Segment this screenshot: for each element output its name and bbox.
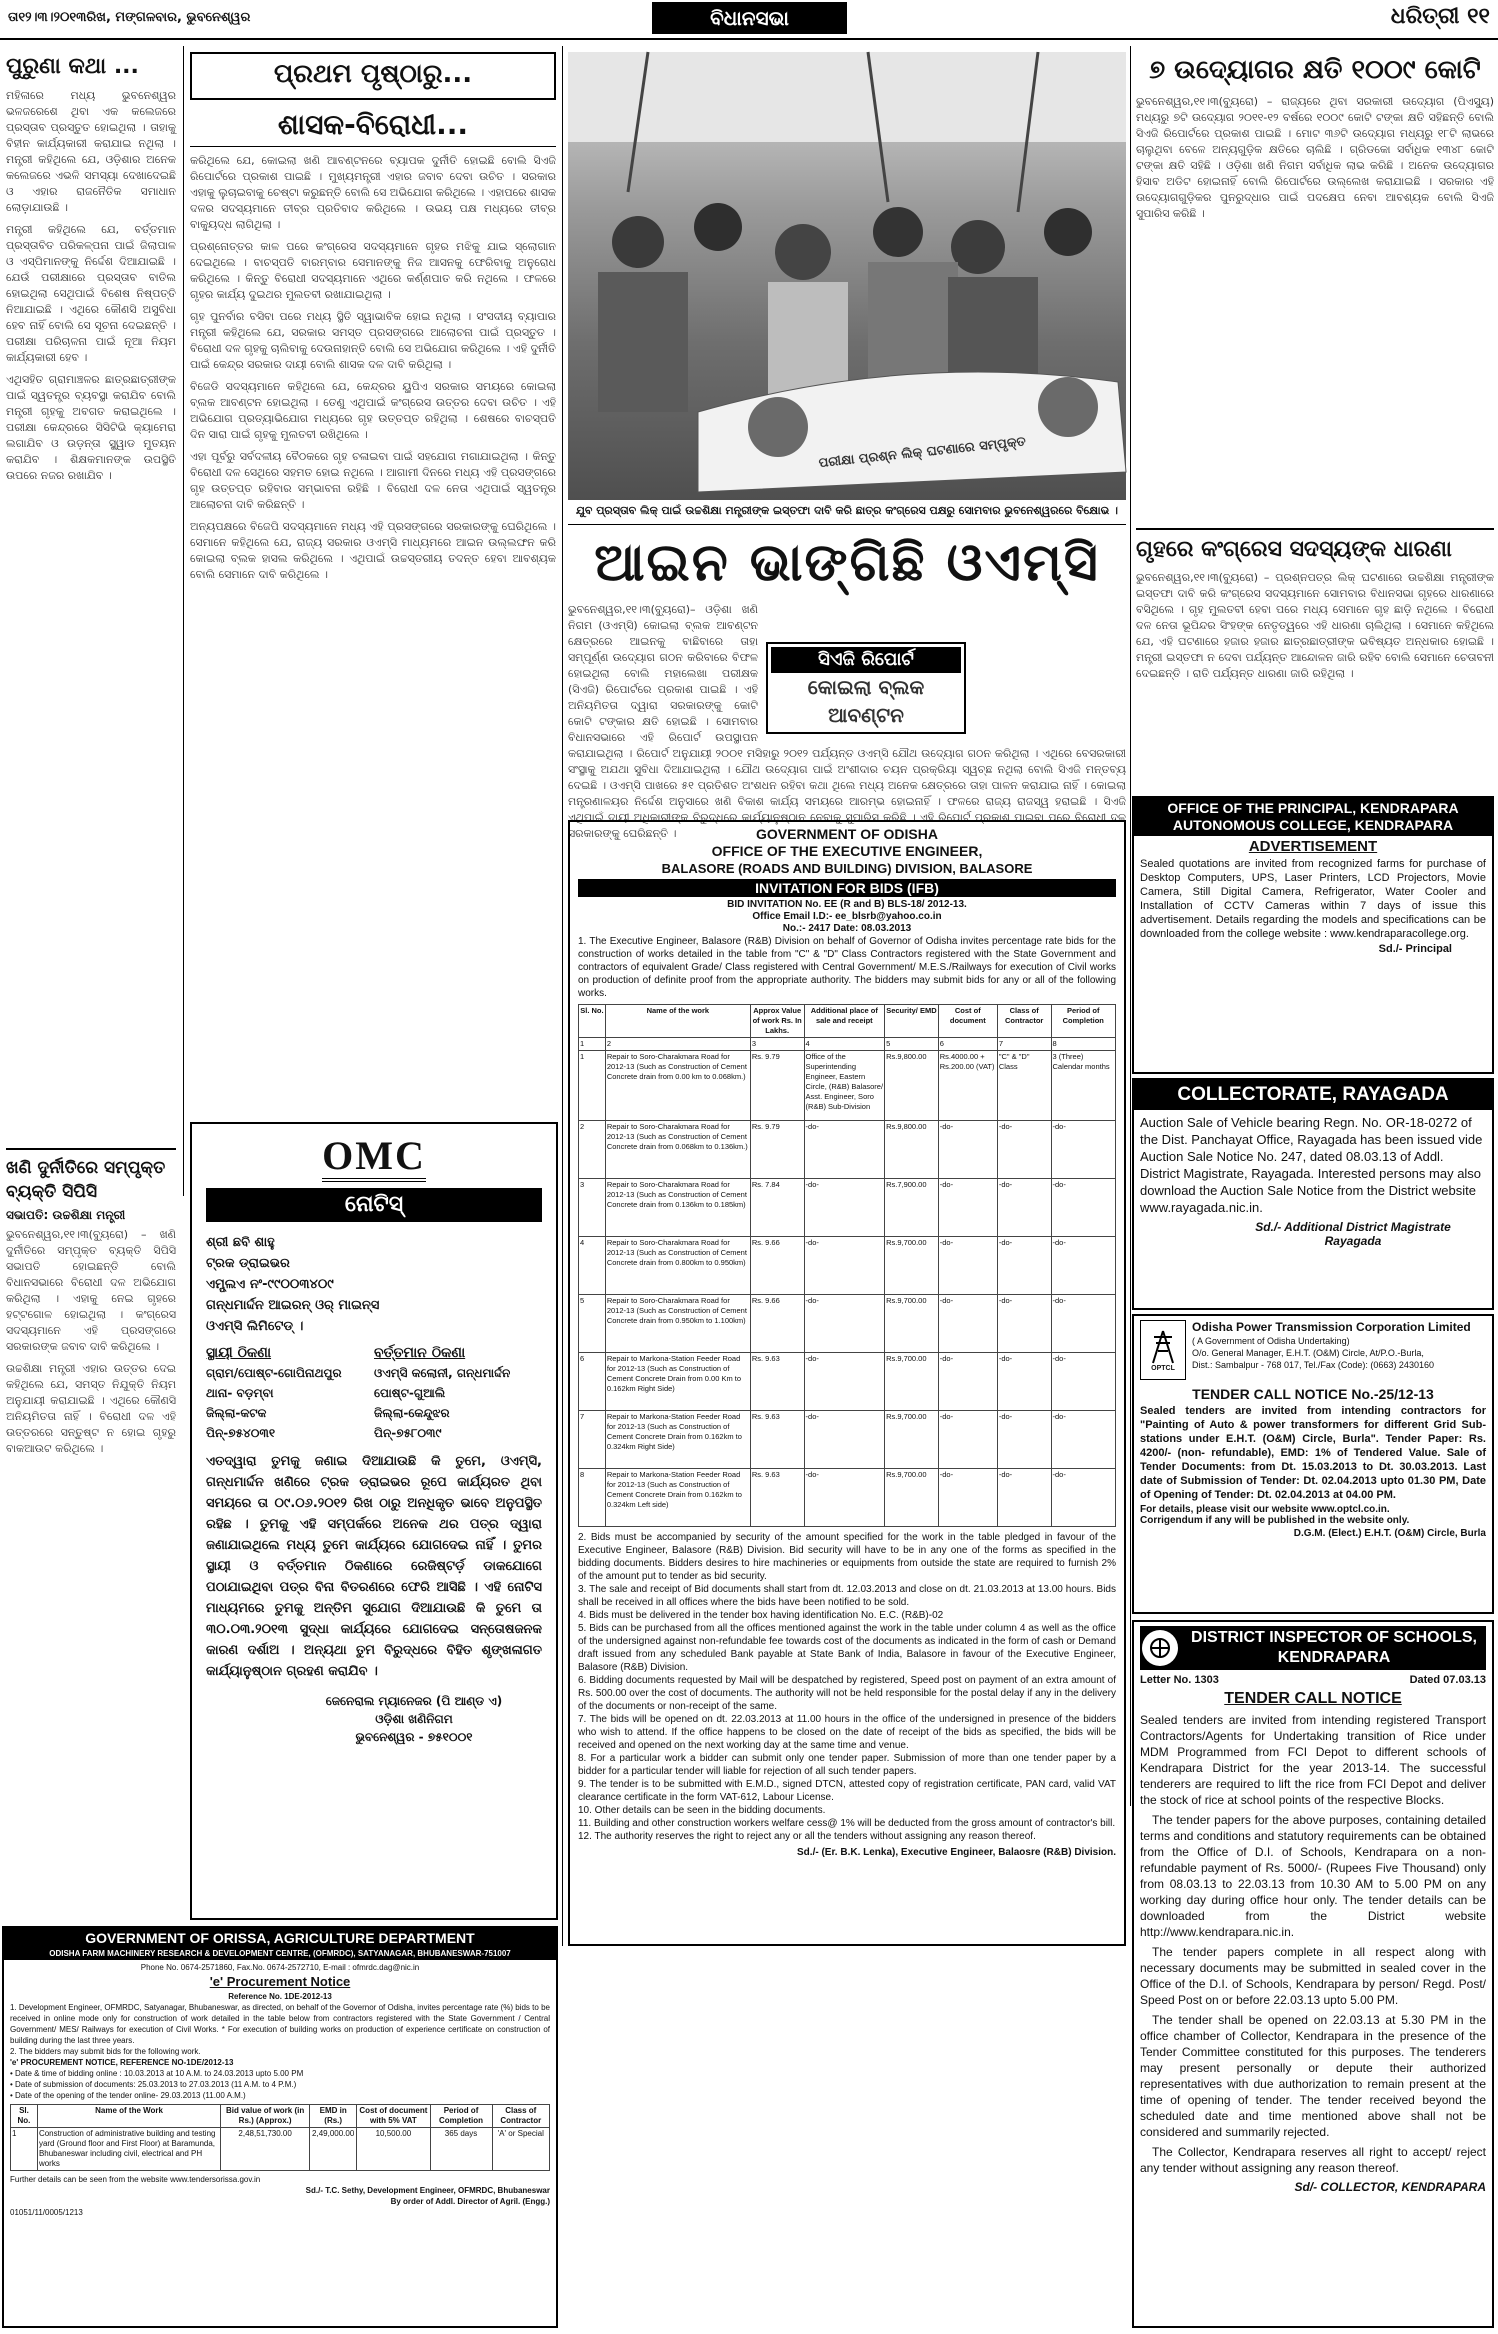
agri-col: Name of the Work xyxy=(37,2105,220,2128)
ifb-col: Class of Contractor xyxy=(997,1005,1051,1038)
col2-para: କରିଥିଲେ ଯେ, କୋଇଲା ଖଣି ଆବଣ୍ଟନରେ ବ୍ୟାପକ ଦୁର୍ନୀତି ହୋଇଛି ବୋଲି ସିଏଜି ରିପୋର୍ଟରେ ପ୍ରକାଶ ପାଇଛି । ମୁଖ୍ୟମନ୍ତ୍ରୀ ଏହାର ଜବାବ ଦେବା ଉଚିତ । ସରକାର ଏହାକୁ ଲୁଚାଇବାକୁ ଚେଷ୍ଟା କରୁଛନ୍ତି ବୋଲି ସେ ଅଭିଯୋଗ କରିଥିଲେ । ଏହାପରେ ଶାସକ ଦଳର ସଦସ୍ୟମାନେ ତୀବ୍ର ପ୍ରତିବାଦ କରିଥିଲେ । ଉଭୟ ପକ୍ଷ ମଧ୍ୟରେ ତୀବ୍ର ବାକ୍ୟୁଦ୍ଧ ଲାଗିଥିଲା । xyxy=(190,154,556,231)
dis-signature: Sd/- COLLECTOR, KENDRAPARA xyxy=(1294,2180,1486,2194)
agri-title: 'e' Procurement Notice xyxy=(209,1974,351,1989)
agri-contact: Phone No. 0674-2571860, Fax.No. 0674-2572710, E-mail : ofmrdc.dag@nic.in xyxy=(140,1963,420,1972)
ifb-bid-no: BID INVITATION No. EE (R and B) BLS-18/ 2012-13. xyxy=(727,899,967,910)
dis-para: The tender papers complete in all respect along with necessary documents may be submitted in sealed cover in the Office of the D.I. of Schools, Kendrapara by person/ Regd. Post/ Speed Post on or before 22.03.13 upto 5.00 PM. xyxy=(1140,1945,1486,2007)
photo-caption: ଯୁବ ପ୍ରସ୍ତାବ ଲିକ୍ ପାଇଁ ଉଚ୍ଚଶିକ୍ଷା ମନ୍ତ୍ରୀଙ୍କ ଇସ୍ତଫା ଦାବି କରି ଛାତ୍ର କଂଗ୍ରେସ ପକ୍ଷରୁ ସୋମବାର ଭୁବନେଶ୍ୱରରେ ବିକ୍ଷୋଭ । xyxy=(568,503,1126,525)
col1b-para: ଉଚ୍ଚଶିକ୍ଷା ମନ୍ତ୍ରୀ ଏହାର ଉତ୍ତର ଦେଇ କହିଥିଲେ ଯେ, ସମସ୍ତ ନିଯୁକ୍ତି ନିୟମ ଅନୁଯାୟୀ କରାଯାଇଛି । ଏଥିରେ କୌଣସି ଅନିୟମିତତା ନାହିଁ । ବିରୋଧୀ ଦଳ ଏହି ଉତ୍ତରରେ ସନ୍ତୁଷ୍ଟ ନ ହୋଇ ଗୃହରୁ ବାକଆଉଟ କରିଥିଲେ । xyxy=(6,1362,176,1455)
tower-icon xyxy=(1148,1329,1178,1365)
dis-para: Sealed tenders are invited from intending registered Transport Contractors/Agents for Undertaking transition of Rice under MDM Programmed from FCI Depot to different schools of Kendrapara District for the year 2013-14. The successful tenderers are required to lift the rice from FCI Depot and deliver the stock of rice at school points of the respective Blocks. xyxy=(1140,1713,1486,1807)
ifb-title: INVITATION FOR BIDS (IFB) xyxy=(578,879,1116,897)
table-row: 5 Repair to Soro-Charakmara Road for 2012-13 (Such as Construction of Cement Concrete drain from 0.950km to 1.100km) Rs. 9.66 -do- Rs.9,700.00 -do- -do- -do- xyxy=(579,1295,1116,1353)
omc-body: ଏତଦ୍ୱାରା ତୁମକୁ ଜଣାଇ ଦିଆଯାଉଛି କି ତୁମେ, ଓଏମ୍ସି, ଗନ୍ଧମାର୍ଦ୍ଦନ ଖଣିରେ ଟ୍ରକ ଡ୍ରାଇଭର ରୂପେ କାର୍ଯ୍ୟରତ ଥିବା ସମୟରେ ତା ୦୯.୦୬.୨୦୧୨ ରିଖ ଠାରୁ ଅନଧିକୃତ ଭାବେ ଅନୁପସ୍ଥିତ ରହିଛ । ତୁମକୁ ଏହି ସମ୍ପର୍କରେ ଅନେକ ଥର ପତ୍ର ଦ୍ୱାରା ଜଣାଯାଇଥିଲେ ମଧ୍ୟ ତୁମେ କାର୍ଯ୍ୟରେ ଯୋଗଦେଇ ନାହିଁ । ତୁମର ସ୍ଥାୟୀ ଓ ବର୍ତ୍ତମାନ ଠିକଣାରେ ରେଜିଷ୍ଟର୍ଡ଼ ଡାକଯୋଗେ ପଠାଯାଇଥିବା ପତ୍ର ବିନା ବିତରଣରେ ଫେରି ଆସିଛି । ଏହି ନୋଟିସ ମାଧ୍ୟମରେ ତୁମକୁ ଅନ୍ତିମ ସୁଯୋଗ ଦିଆଯାଉଛି କି ତୁମେ ତା ୩୦.୦୩.୨୦୧୩ ସୁଦ୍ଧା କାର୍ଯ୍ୟରେ ଯୋଗଦେଇ ସନ୍ତୋଷଜନକ କାରଣ ଦର୍ଶାଅ । ଅନ୍ୟଥା ତୁମ ବିରୁଦ୍ଧରେ ବିହିତ ଶୃଙ୍ଖଳାଗତ କାର୍ଯ୍ୟାନୁଷ୍ଠାନ ଗ୍ରହଣ କରାଯିବ । xyxy=(206,1454,542,1679)
col5b-headline: ଗୃହରେ କଂଗ୍ରେସ ସଦସ୍ୟଙ୍କ ଧାରଣା xyxy=(1136,537,1452,562)
collectorate-body: Auction Sale of Vehicle bearing Regn. No. OR-18-0272 of the Dist. Panchayat Office, Rayagada has been issued vide Auction Sale Notice No. 247, dated 08.03.13 of Addl. District Magistrate, Rayagada. Interested persons may also download the Auction Sale Notice from the District website www.rayagada.nic.in. xyxy=(1140,1115,1483,1215)
ifb-division: BALASORE (ROADS AND BUILDING) DIVISION, BALASORE xyxy=(661,861,1033,876)
dis-date: Dated 07.03.13 xyxy=(1409,1674,1486,1686)
ifb-col: Additional place of sale and receipt xyxy=(804,1005,885,1038)
dis-para: The tender papers for the above purposes, containing detailed terms and conditions and statutory requirements can be obtained from the Office of D.I. of Schools, Kendrapara on a non-refundable payment of Rs. 5000/- (Rupees Five Thousand) only from 08.03.13 to 22.03.13 from 10.30 AM to 5.00 PM on any working day during office hour only. The tender details can be downloaded from the District website http://www.kendrapara.nic.in. xyxy=(1140,1813,1486,1939)
agri-body: 1. Development Engineer, OFMRDC, Satyanagar, Bhubaneswar, as directed, on behalf of the Governor of Odisha, invites percentage rate (%) bids to be received in online mode only for construction of work detailed in the table below from contractors registered with the State Government / Central Government/ MES/ Railways for execution of Civil Works. * For execution of building works on production of experience certificate on construction of building during the last three years. 2. The bidders may submit bids for the following work. xyxy=(10,2003,550,2056)
col1b-para: ଭୁବନେଶ୍ୱର,୧୧।୩(ବ୍ୟୁରୋ) – ଖଣି ଦୁର୍ନୀତିରେ ସମ୍ପୃକ୍ତ ବ୍ୟକ୍ତି ସିପିସି ସଭାପତି ହୋଇଛନ୍ତି ବୋଲି ବିଧାନସଭାରେ ବିରୋଧୀ ଦଳ ଅଭିଯୋଗ କରିଥିଲା । ଏହାକୁ ନେଇ ଗୃହରେ ହଟ୍ଟଗୋଳ ହୋଇଥିଲା । କଂଗ୍ରେସ ସଦସ୍ୟମାନେ ଏହି ପ୍ରସଙ୍ଗରେ ସରକାରଙ୍କ ଜବାବ ଦାବି କରିଥିଲେ । xyxy=(6,1228,176,1353)
ifb-office: OFFICE OF THE EXECUTIVE ENGINEER, xyxy=(711,843,983,859)
collectorate-heading: COLLECTORATE, RAYAGADA xyxy=(1134,1080,1492,1110)
main-headline: ଆଇନ ଭାଙ୍ଗିଛି ଓଏମ୍ସି xyxy=(594,533,1100,593)
section-label: ବିଧାନସଭା xyxy=(652,2,847,34)
ifb-point: 8. For a particular work a bidder can submit only one tender paper. Submission of more than one tender paper by a bidder for a particular tender will liable for rejection of all such tender papers. xyxy=(578,1753,1116,1777)
ifb-col: Sl. No. xyxy=(579,1005,606,1038)
dis-heading: DISTRICT INSPECTOR OF SCHOOLS, KENDRAPARA xyxy=(1191,1629,1477,1666)
coal-inset xyxy=(766,642,966,734)
agri-dept: GOVERNMENT OF ORISSA, AGRICULTURE DEPARTMENT xyxy=(4,1928,556,1948)
front-page-kicker: ପ୍ରଥମ ପୃଷ୍ଠାରୁ... xyxy=(190,52,556,100)
principal-signature: Sd./- Principal xyxy=(1378,943,1452,955)
table-row: 3 Repair to Soro-Charakmara Road for 2012-13 (Such as Construction of Cement Concrete drain from 0.136km to 0.185km) Rs. 7.84 -do- Rs.7,900.00 -do- -do- -do- xyxy=(579,1179,1116,1237)
omc-perm-addr: ଗ୍ରାମ/ପୋଷ୍ଟ-ଗୋପିନାଥପୁର ଥାନା- ବଡ଼ମ୍ବା ଜିଲ୍ଲା-କଟକ ପିନ୍-୭୫୪୦୩୧ xyxy=(206,1366,342,1440)
ifb-point: 11. Building and other construction workers welfare cess@ 1% will be deducted from the gross amount of contractor's bill. xyxy=(578,1818,1116,1829)
omc-notice xyxy=(190,1122,558,1920)
agri-col: Bid value of work (in Rs.) (Approx.) xyxy=(221,2105,310,2128)
col2-article xyxy=(190,52,556,1117)
masthead-date: ତା୧୨।୩।୨୦୧୩ରିଖ, ମଙ୍ଗଳବାର, ଭୁବନେଶ୍ୱର xyxy=(8,10,251,25)
ifb-point: 9. The tender is to be submitted with E.M.D., signed DTCN, attested copy of registration certificate, PAN card, valid VAT clearance certificate in the form VAT-612, Labour License. xyxy=(578,1779,1116,1803)
omc-title: ନୋଟିସ୍ xyxy=(206,1188,542,1222)
omc-present-head: ବର୍ତ୍ତମାନ ଠିକଣା xyxy=(374,1345,466,1361)
ifb-point: 5. Bids can be purchased from all the offices mentioned against the work in the table under column 4 as well as the office of the undersigned against non-refundable fee towards cost of the documents as indicated in the form of cash or Demand draft issued from any scheduled Bank payable at State Bank of India, Balasore in favour of the Executive Engineer, Balasore (R&B) Division. xyxy=(578,1623,1116,1673)
agri-centre: ODISHA FARM MACHINERY RESEARCH & DEVELOPMENT CENTRE, (OFMRDC), SATYANAGAR, BHUBANESWAR-751007 xyxy=(4,1948,556,1960)
ifb-col: Approx Value of work Rs. In Lakhs. xyxy=(750,1005,804,1038)
col1-para: ମନ୍ତ୍ରୀ କହିଥିଲେ ଯେ, ବର୍ତ୍ତମାନ ପ୍ରସ୍ତାବିତ ପରିକଳ୍ପନା ପାଇଁ ଜିଲାପାଳ ଓ ଏସ୍ପିମାନଙ୍କୁ ନିର୍ଦ୍ଦେଶ ଦିଆଯାଇଛି । ଯେଉଁ ପରୀକ୍ଷାରେ ପ୍ରସ୍ତାବ ବାତିଲ ହୋଇଥିଲା ସେଥିପାଇଁ ବିଶେଷ ନିଷ୍ପତ୍ତି ନିଆଯାଇଛି । ଏଥିରେ କୌଣସି ଅସୁବିଧା ହେବ ନାହିଁ ବୋଲି ସେ ସୂଚନା ଦେଇଛନ୍ତି । ପରୀକ୍ଷା ପରିଚାଳନା ପାଇଁ ନୂଆ ନିୟମ କାର୍ଯ୍ୟକାରୀ ହେବ । xyxy=(6,223,176,364)
ifb-govt: GOVERNMENT OF ODISHA xyxy=(755,826,938,842)
agri-col: EMD in (Rs.) xyxy=(310,2105,357,2128)
optcl-address: Dist.: Sambalpur - 768 017, Tel./Fax (Code): (0663) 2430160 xyxy=(1192,1360,1434,1370)
agri-col: Sl. No. xyxy=(11,2105,38,2128)
optcl-body: Sealed tenders are invited from intending contractors for "Painting of Auto & power transformers for different Grid Sub-stations under E.H.T. (O&M) Circle, Burla". Tender Paper: Rs. 4200/- (non- refundable), EMD: 1% of Tendered Value. Sale of Tender Documents: from Dt. 15.03.2013 to Dt. 30.03.2013. Last date of Submission of Tender: Dt. 02.04.2013 upto 01.30 PM, Date of Opening of Tender: Dt. 02.04.2013 at 04.00 PM. xyxy=(1140,1405,1486,1501)
optcl-signature: D.G.M. (Elect.) E.H.T. (O&M) Circle, Burla xyxy=(1293,1528,1486,1539)
protest-photo xyxy=(568,52,1126,500)
optcl-ad xyxy=(1132,1314,1494,1614)
omc-address: ଶ୍ରୀ ଛବି ଶାହୁ ଟ୍ରକ ଡ୍ରାଇଭର ଏମ୍ପ୍ଲଏ ନଂ-୯୯୦୦୩୪୦୯ ଗନ୍ଧମାର୍ଦ୍ଦନ ଆଇରନ୍ ଓର୍ ମାଇନ୍ସ ଓଏମ୍ସି ଲିମିଟେଡ୍ । xyxy=(206,1235,380,1334)
optcl-logo: OPTCL xyxy=(1140,1320,1186,1380)
collectorate-signature: Sd./- Additional District Magistrate Rayagada xyxy=(1255,1220,1451,1248)
optcl-title: TENDER CALL NOTICE No.-25/12-13 xyxy=(1192,1386,1434,1402)
ifb-point: 12. The authority reserves the right to reject any or all the tenders without assigning any reason thereof. xyxy=(578,1831,1036,1842)
ifb-col: Security/ EMD xyxy=(885,1005,939,1038)
ifb-signature: Sd./- (Er. B.K. Lenka), Executive Engineer, Balaosre (R&B) Division. xyxy=(797,1847,1116,1858)
col1b-article xyxy=(6,1148,176,1938)
col5b-article xyxy=(1136,528,1494,790)
col1-article xyxy=(6,52,176,1142)
col2-para: ଗୃହ ପୁନର୍ବାର ବସିବା ପରେ ମଧ୍ୟ ସ୍ଥିତି ସ୍ୱାଭାବିକ ହୋଇ ନଥିଲା । ସଂସଦୀୟ ବ୍ୟାପାର ମନ୍ତ୍ରୀ କହିଥିଲେ ଯେ, ସରକାର ସମସ୍ତ ପ୍ରସଙ୍ଗରେ ଆଲୋଚନା ପାଇଁ ପ୍ରସ୍ତୁତ । ବିରୋଧୀ ଦଳ ଗୃହକୁ ଚାଲିବାକୁ ଦେଉନାହାନ୍ତି ବୋଲି ସେ ଅଭିଯୋଗ କରିଥିଲେ । ଏହି ଦୁର୍ନୀତି ପାଇଁ କେନ୍ଦ୍ର ସରକାର ଦାୟୀ ବୋଲି ଶାସକ ଦଳ ଦାବି କରିଥିଲା । xyxy=(190,310,556,371)
ifb-point: 2. Bids must be accompanied by security of the amount specified for the work in the table pledged in favour of the Executive Engineer, Balasore (R&B) Division. Bid security will have to be in any one of the forms as specified in the bidding documents. Bidders desires to hire machineries or equipments from outside the state are required to furnish 2% of the amount put to tender as bid security. xyxy=(578,1532,1116,1582)
col2-headline: ଶାସକ-ବିରୋଧୀ... xyxy=(190,104,556,147)
dis-para: The tender shall be opened on 22.03.13 at 5.30 PM in the office chamber of Collector, Kendrapara in the presence of the Tender Committee constituted for this purposes. The tenderers may present personally or depute their authorized representatives with due authorization to remain present at the time of opening of tender. The tender received beyond the scheduled date and time mentioned above shall not be considered and summarily rejected. xyxy=(1140,2013,1486,2139)
dis-letter: Letter No. 1303 xyxy=(1140,1674,1219,1686)
agri-notice xyxy=(2,1926,558,2328)
ifb-point: 3. The sale and receipt of Bid documents shall start from dt. 12.03.2013 and close on dt. 21.03.2013 at 13.00 hours. Bids shall be received in all offices where the bids have been notified to be sold. xyxy=(578,1584,1116,1608)
ifb-notice xyxy=(568,820,1126,1946)
agri-col: Cost of document with 5% VAT xyxy=(357,2105,430,2128)
principal-body: Sealed quotations are invited from recognized farms for purchase of Desktop Computers, UPS, Laser Printers, LCD Projectors, Movie Camera, Still Digital Camera, Refrigerator, Water Cooler and Installation of CCTV Cameras within 7 days of issue this advertisement. Details regarding the models and specifications can be downloaded from the college website : www.kendraparacollege.org. xyxy=(1140,858,1486,940)
agri-footer: Further details can be seen from the website www.tendersorissa.gov.in xyxy=(10,2175,261,2184)
col5-article xyxy=(1136,52,1494,522)
ifb-point: 4. Bids must be delivered in the tender box having identification No. E.C. (R&B)-02 xyxy=(578,1610,944,1621)
ifb-point: 6. Bidding documents requested by Mail will be despatched by registered, Speed post on payment of an extra amount of Rs. 500.00 over the cost of documents. The authority will not be held responsible for the postal delay if any in the delivery of the documents or non-receipt of the same. xyxy=(578,1675,1116,1712)
page-number: ଧରିତ୍ରୀ ୧୧ xyxy=(1390,4,1490,29)
col1-headline: ପୁରୁଣା କଥା ... xyxy=(6,54,139,79)
omc-perm-head: ସ୍ଥାୟୀ ଠିକଣା xyxy=(206,1345,272,1361)
agri-date-item: • Date of the opening of the tender online- 29.03.2013 (11.00 A.M.) xyxy=(10,2091,246,2100)
ifb-point: 10. Other details can be seen in the bidding documents. xyxy=(578,1805,826,1816)
ifb-table: Sl. No. Name of the work Approx Value of work Rs. In Lakhs. Additional place of sale and receipt Security/ EMD Cost of document Class of Contractor Period of Completion 1 2 3 4 5 6 7 8 1 Repair to Soro-Charakmara Road for 2012-13 (Such as Construction of Cement Concrete drain from 0.00 km to 0.068km.) Rs. 9.79 Office of the Superintending Engineer, Eastern Circle, (R&B) Balasore/ Asst. Engineer, Soro (R&B) Sub-Division Rs.9,800.00 Rs.4000.00 + Rs.200.00 (VAT) "C" & "D" Class 3 (Three) Calendar months 2 Repair to Soro-Charakmara Road for 2012-13 (Such as Construction of Cement Concrete drain from 0.068km to 0.136km.) Rs. 9.79 -do- Rs.9,800.00 -do- -do- -do- 3 Repair to Soro-Charakmara Road for 2012-13 (Such as Construction of Cement Concrete drain from 0.136km to 0.185km) Rs. 7.84 -do- Rs.7,900.00 -do- -do- -do- 4 Repair to Soro-Charakmara Road for 2012-13 (Such as Construction of Cement Concrete drain from 0.800km to 0.950km) Rs. 9.66 -do- Rs.9,700.00 -do- -do- -do- 5 Repair to Soro-Charakmara Road for 2012-13 (Such as Construction of Cement Concrete drain from 0.950km to 1.100km) Rs. 9.66 -do- Rs.9,700.00 -do- -do- -do- 6 Repair to Markona-Station Feeder Road for 2012-13 (Such as Construction of Cement Concrete Drain from 0.00 Km to 0.162km Right Side) Rs. 9.63 -do- Rs.9,700.00 -do- -do- -do- 7 Repair to Markona-Station Feeder Road for 2012-13 (Such as Construction of Cement Concrete Drain from 0.162km to 0.324km Right Side) Rs. 9.63 -do- Rs.9,700.00 -do- -do- -do- 8 Repair to Markona-Station Feeder Road for 2012-13 (Such as Construction of Cement Concrete Drain from 0.162km to 0.324km Left side) Rs. 9.63 -do- Rs.9,700.00 -do- -do- -do- xyxy=(578,1004,1116,1527)
principal-title: ADVERTISEMENT xyxy=(1248,838,1378,855)
col5-headline: ୭ ଉଦ୍ୟୋଗର କ୍ଷତି ୧୦୦୯ କୋଟି xyxy=(1149,55,1481,85)
table-row: 2 Repair to Soro-Charakmara Road for 2012-13 (Such as Construction of Cement Concrete drain from 0.068km to 0.136km.) Rs. 9.79 -do- Rs.9,800.00 -do- -do- -do- xyxy=(579,1121,1116,1179)
col1-para: ମହିଳାରେ ମଧ୍ୟ ଭୁବନେଶ୍ୱର ଭଳଜରେଶେ ଥିବା ଏକ କଲେଜରେ ପ୍ରସ୍ତାବ ପ୍ରସ୍ତୁତ ହୋଇଥିଲା । ତାହାକୁ ବିହୀନ କାର୍ଯ୍ୟକାରୀ କରାଯାଇ ନଥିଲା । ମନ୍ତ୍ରୀ କହିଥିଲେ ଯେ, ଓଡ଼ିଶାର ଅନେକ କଲେଜରେ ଏଭଳି ସମସ୍ୟା ଦେଖାଦେଇଛି ଓ ଏହାର ରାଜନୈତିକ ସମାଧାନ ଲୋଡ଼ାଯାଉଛି । xyxy=(6,89,176,214)
optcl-name: Odisha Power Transmission Corporation Limited xyxy=(1192,1320,1471,1334)
col5-body: ଭୁବନେଶ୍ୱର,୧୧।୩(ବ୍ୟୁରୋ) – ରାଜ୍ୟରେ ଥିବା ସରକାରୀ ଉଦ୍ୟୋଗ (ପିଏସ୍ୟୁ) ମଧ୍ୟରୁ ୭ଟି ଉଦ୍ୟୋଗ ୨୦୧୧-୧୨ ବର୍ଷରେ ୧୦୦୯ କୋଟି ଟଙ୍କା କ୍ଷତି ସହିଛନ୍ତି ବୋଲି ସିଏଜି ରିପୋର୍ଟରେ ପ୍ରକାଶ ପାଇଛି । ମୋଟ ୩୬ଟି ଉଦ୍ୟୋଗ ମଧ୍ୟରୁ ୧୮ଟି ଲାଭରେ ଚାଲୁଥିବା ବେଳେ ଅନ୍ୟଗୁଡ଼ିକ କ୍ଷତିରେ ଚାଲିଛି । ଗ୍ରିଡକୋ ସର୍ବାଧିକ ୧୩୪୮ କୋଟି ଟଙ୍କା କ୍ଷତି ସହିଛି । ଓଡ଼ିଶା ଖଣି ନିଗମ ସର୍ବାଧିକ ଲାଭ କରିଛି । ଅନେକ ଉଦ୍ୟୋଗର ହିସାବ ଅଡିଟ ହୋଇନାହିଁ ବୋଲି ରିପୋର୍ଟରେ ଉଲ୍ଲେଖ କରାଯାଇଛି । ସରକାର ଏହି ଉଦ୍ୟୋଗଗୁଡ଼ିକର ପୁନରୁଦ୍ଧାର ପାଇଁ ପଦକ୍ଷେପ ନେବା ଆବଶ୍ୟକ ବୋଲି ସିଏଜି ସୁପାରିସ କରିଛି । xyxy=(1136,95,1494,220)
agri-col: Period of Completion xyxy=(430,2105,492,2128)
dis-title: TENDER CALL NOTICE xyxy=(1224,1690,1402,1707)
table-row: 4 Repair to Soro-Charakmara Road for 2012-13 (Such as Construction of Cement Concrete drain from 0.800km to 0.950km) Rs. 9.66 -do- Rs.9,700.00 -do- -do- -do- xyxy=(579,1237,1116,1295)
table-row: 8 Repair to Markona-Station Feeder Road for 2012-13 (Such as Construction of Cement Concrete Drain from 0.162km to 0.324km Left side) Rs. 9.63 -do- Rs.9,700.00 -do- -do- -do- xyxy=(579,1469,1116,1527)
col2-para: ଏହା ପୂର୍ବରୁ ସର୍ବଦଳୀୟ ବୈଠକରେ ଗୃହ ଚଳାଇବା ପାଇଁ ସହଯୋଗ ମଗାଯାଇଥିଲା । କିନ୍ତୁ ବିରୋଧୀ ଦଳ ସେଥିରେ ସହମତ ହୋଇ ନଥିଲେ । ଆଗାମୀ ଦିନରେ ମଧ୍ୟ ଏହି ପ୍ରସଙ୍ଗରେ ଗୃହ ଉତ୍ତପ୍ତ ରହିବାର ସମ୍ଭାବନା ରହିଛି । ବିରୋଧୀ ଦଳ ନେତା ଏଥିପାଇଁ ସ୍ୱତନ୍ତ୍ର ଆଲୋଚନା ଦାବି କରିଛନ୍ତି । xyxy=(190,450,556,511)
inset-cag: ସିଏଜି ରିପୋର୍ଟ xyxy=(771,647,961,673)
principal-heading: OFFICE OF THE PRINCIPAL, KENDRAPARA AUTONOMOUS COLLEGE, KENDRAPARA xyxy=(1134,798,1492,836)
col1-para: ଏଥିସହିତ ଗ୍ରାମାଞ୍ଚଳର ଛାତ୍ରଛାତ୍ରୀଙ୍କ ପାଇଁ ସ୍ୱତନ୍ତ୍ର ବ୍ୟବସ୍ଥା କରାଯିବ ବୋଲି ମନ୍ତ୍ରୀ ଗୃହକୁ ଅବଗତ କରାଇଥିଲେ । ପରୀକ୍ଷା କେନ୍ଦ୍ରରେ ସିସିଟିଭି କ୍ୟାମେରା ଲଗାଯିବ ଓ ଉଡ଼ନ୍ତା ସ୍କ୍ୱାଡ ମୁତୟନ କରାଯିବ । ଶିକ୍ଷକମାନଙ୍କ ଉପସ୍ଥିତି ଉପରେ ନଜର ରଖାଯିବ । xyxy=(6,373,176,482)
emblem-icon xyxy=(1142,1630,1178,1666)
principal-ad xyxy=(1132,796,1494,1074)
table-row: 7 Repair to Markona-Station Feeder Road for 2012-13 (Such as Construction of Cement Concrete Drain from 0.162km to 0.324km Right Side) Rs. 9.63 -do- Rs.9,700.00 -do- -do- -do- xyxy=(579,1411,1116,1469)
main-body: ଭୁବନେଶ୍ୱର,୧୧।୩(ବ୍ୟୁରୋ)– ଓଡ଼ିଶା ଖଣି ନିଗମ (ଓଏମ୍ସି) କୋଇଲା ବ୍ଲକ ଆବଣ୍ଟନ କ୍ଷେତ୍ରରେ ଆଇନକୁ ବାଛିବାରେ ତାହା ସମ୍ପୂର୍ଣ୍ଣ ଉଦ୍ୟୋଗ ଗଠନ କରିବାରେ ବିଫଳ ହୋଇଥିଲା ବୋଲି ମହାଲେଖା ପରୀକ୍ଷକ (ସିଏଜି) ରିପୋର୍ଟରେ ପ୍ରକାଶ ପାଇଛି । ଏହି ଅନିୟମିତତା ଦ୍ୱାରା ସରକାରଙ୍କୁ କୋଟି କୋଟି ଟଙ୍କାର କ୍ଷତି ହୋଇଛି । ସୋମବାର ବିଧାନସଭାରେ ଏହି ରିପୋର୍ଟ ଉପସ୍ଥାପନ କରାଯାଇଥିଲା । ରିପୋର୍ଟ ଅନୁଯାୟୀ ୨୦୦୧ ମସିହାରୁ ୨୦୧୨ ପର୍ଯ୍ୟନ୍ତ ଓଏମ୍ସି ଯୌଥ ଉଦ୍ୟୋଗ ଗଠନ କରିଥିଲା । ଏଥିରେ ବେସରକାରୀ ସଂସ୍ଥାକୁ ଅଯଥା ସୁବିଧା ଦିଆଯାଇଥିଲା । ଯୌଥ ଉଦ୍ୟୋଗ ପାଇଁ ଅଂଶୀଦାର ଚୟନ ପ୍ରକ୍ରିୟା ସ୍ୱଚ୍ଛ ନଥିଲା ବୋଲି ସିଏଜି ମନ୍ତବ୍ୟ ଦେଇଛି । ଓଏମ୍ସି ପାଖରେ ୫୧ ପ୍ରତିଶତ ଅଂଶଧନ ରହିବା କଥା ଥିଲେ ମଧ୍ୟ ଅନେକ କ୍ଷେତ୍ରରେ ତାହା ପାଳନ କରାଯାଇ ନାହିଁ । କୋଇଲା ମନ୍ତ୍ରଣାଳୟର ନିର୍ଦ୍ଦେଶ ଅନୁସାରେ ଖଣି ବିକାଶ କାର୍ଯ୍ୟ ସମୟରେ ଆରମ୍ଭ ହୋଇନାହିଁ । ଫଳରେ ରାଜ୍ୟ ରାଜସ୍ୱ ହରାଇଛି । ସିଏଜି ଏଥିପାଇଁ ଦାୟୀ ଅଧିକାରୀଙ୍କ ବିରୁଦ୍ଧରେ କାର୍ଯ୍ୟାନୁଷ୍ଠାନ ନେବାକୁ ସୁପାରିସ କରିଛି । ଏହି ରିପୋର୍ଟ ପ୍ରକାଶ ପାଇବା ପରେ ବିରୋଧୀ ଦଳ ସରକାରଙ୍କୁ ଘେରିଛନ୍ତି । xyxy=(568,603,1126,840)
col1b-subhead: ସଭାପତି: ଉଚ୍ଚଶିକ୍ଷା ମନ୍ତ୍ରୀ xyxy=(6,1208,126,1222)
dis-ad xyxy=(1132,1620,1494,2328)
dis-para: The Collector, Kendrapara reserves all right to accept/ reject any tender without assigning any reason thereof. xyxy=(1140,2145,1486,2175)
inset-coal: କୋଇଲା ବ୍ଲକ ଆବଣ୍ଟନ xyxy=(807,675,925,727)
table-row: 1 Construction of administrative building and testing yard (Ground floor and First Floor) at Baramunda, Bhubaneswar including civil, electrical and PH works 2,48,51,730.00 2,49,000.00 10,500.00 365 days 'A' or Special xyxy=(11,2128,550,2171)
agri-date-item: • Date & time of bidding online : 10.03.2013 at 10 A.M. to 24.03.2013 upto 5.00 PM xyxy=(10,2069,304,2078)
table-row: 1 Repair to Soro-Charakmara Road for 2012-13 (Such as Construction of Cement Concrete drain from 0.00 km to 0.068km.) Rs. 9.79 Office of the Superintending Engineer, Eastern Circle, (R&B) Balasore/ Asst. Engineer, Soro (R&B) Sub-Division Rs.9,800.00 Rs.4000.00 + Rs.200.00 (VAT) "C" & "D" Class 3 (Three) Calendar months xyxy=(579,1051,1116,1121)
agri-sub: 'e' PROCUREMENT NOTICE, REFERENCE NO-1DE/2012-13 xyxy=(10,2058,234,2067)
agri-table xyxy=(10,2104,550,2171)
omc-logo: OMC xyxy=(322,1134,426,1182)
ifb-point: 7. The bids will be opened on dt. 22.03.2013 at 11.00 hours in the office of the undersigned in presence of the bidders who wish to attend. If the office happens to be closed on the date of receipt of the bids as specified, the bids will be received and opened on the next working day at the same time and venue. xyxy=(578,1714,1116,1751)
ifb-col: Period of Completion xyxy=(1051,1005,1115,1038)
ifb-email: Office Email I.D:- ee_blsrb@yahoo.co.in xyxy=(752,911,942,922)
ifb-intro: 1. The Executive Engineer, Balasore (R&B) Division on behalf of Governor of Odisha invites percentage rate bids for the construction of works detailed in the table from "C" & "D" Class Contractors registered with the State Government and contractors of equivalent Grade/ Class registered with Central Government/ M.E.S./Railways for execution of Civil works on production of definite proof from the appropriate authority. The bidders may submit bids for any or all of the following works. xyxy=(578,936,1116,999)
optcl-web: For details, please visit our website www.optcl.co.in. xyxy=(1140,1504,1390,1515)
agri-col: Class of Contractor xyxy=(492,2105,549,2128)
agri-signature: Sd./- T.C. Sethy, Development Engineer, OFMRDC, Bhubaneswar By order of Addl. Director of Agril. (Engg.) xyxy=(305,2186,550,2206)
omc-present-addr: ଓଏମ୍ସି କଲୋନୀ, ଗନ୍ଧମାର୍ଦ୍ଦନ ପୋଷ୍ଟ-ଗୁଆଲି ଜିଲ୍ଲା-କେନ୍ଦୁଝର ପିନ୍-୭୫୮୦୩୯ xyxy=(374,1366,511,1440)
collectorate-ad xyxy=(1132,1078,1494,1310)
ifb-letter-no: No.:- 2417 Date: 08.03.2013 xyxy=(782,923,912,934)
optcl-corrigendum: Corrigendum if any will be published in the website only. xyxy=(1140,1515,1410,1526)
col2-para: ଅନ୍ୟପକ୍ଷରେ ବିଜେପି ସଦସ୍ୟମାନେ ମଧ୍ୟ ଏହି ପ୍ରସଙ୍ଗରେ ସରକାରଙ୍କୁ ଘେରିଥିଲେ । ସେମାନେ କହିଥିଲେ ଯେ, ରାଜ୍ୟ ସରକାର ଓଏମ୍ସି ମାଧ୍ୟମରେ ଆଇନ ଉଲ୍ଲଙ୍ଘନ କରି କୋଇଲା ବ୍ଲକ ହାସଲ କରିଥିଲେ । ଏଥିପାଇଁ ଉଚ୍ଚସ୍ତରୀୟ ତଦନ୍ତ ହେବା ଆବଶ୍ୟକ ବୋଲି ସେମାନେ ଦାବି କରିଥିଲେ । xyxy=(190,520,556,581)
masthead xyxy=(0,0,1498,40)
col5b-body: ଭୁବନେଶ୍ୱର,୧୧।୩(ବ୍ୟୁରୋ) – ପ୍ରଶ୍ନପତ୍ର ଲିକ୍ ଘଟଣାରେ ଉଚ୍ଚଶିକ୍ଷା ମନ୍ତ୍ରୀଙ୍କ ଇସ୍ତଫା ଦାବି କରି କଂଗ୍ରେସ ସଦସ୍ୟମାନେ ସୋମବାର ବିଧାନସଭା ଗୃହରେ ଧାରଣାରେ ବସିଥିଲେ । ଗୃହ ମୁଲତବୀ ହେବା ପରେ ମଧ୍ୟ ସେମାନେ ଗୃହ ଛାଡ଼ି ନଥିଲେ । ବିରୋଧୀ ଦଳ ନେତା ଭୂପିନ୍ଦର ସିଂହଙ୍କ ନେତୃତ୍ୱରେ ଏହି ଧାରଣା ଚାଲିଥିଲା । ସେମାନେ କହିଥିଲେ ଯେ, ଏହି ଘଟଣାରେ ହଜାର ହଜାର ଛାତ୍ରଛାତ୍ରୀଙ୍କ ଭବିଷ୍ୟତ ଅନ୍ଧକାର ହୋଇଛି । ମନ୍ତ୍ରୀ ଇସ୍ତଫା ନ ଦେବା ପର୍ଯ୍ୟନ୍ତ ଆନ୍ଦୋଳନ ଜାରି ରହିବ ବୋଲି ସେମାନେ ଚେତାବନୀ ଦେଇଛନ୍ତି । ରାତି ପର୍ଯ୍ୟନ୍ତ ଧାରଣା ଜାରି ରହିଥିଲା । xyxy=(1136,571,1494,680)
banner-text: ପରୀକ୍ଷା ପ୍ରଶ୍ନ ଲିକ୍ ଘଟଣାରେ ସମ୍ପୃକ୍ତ xyxy=(817,434,1027,472)
table-row: 6 Repair to Markona-Station Feeder Road for 2012-13 (Such as Construction of Cement Concrete Drain from 0.00 Km to 0.162km Right Side) Rs. 9.63 -do- Rs.9,700.00 -do- -do- -do- xyxy=(579,1353,1116,1411)
agri-date-item: • Date of submission of documents: 25.03.2013 to 27.03.2013 (11 A.M. to 4 P.M.) xyxy=(10,2080,297,2089)
agri-ref: Reference No. 1DE-2012-13 xyxy=(228,1992,332,2001)
optcl-office: O/o. General Manager, E.H.T. (O&M) Circle, At/P.O.-Burla, xyxy=(1192,1348,1424,1358)
col2-para: ପ୍ରଶ୍ନୋତ୍ତର କାଳ ପରେ କଂଗ୍ରେସ ସଦସ୍ୟମାନେ ଗୃହର ମଝିକୁ ଯାଇ ସ୍ଲୋଗାନ ଦେଇଥିଲେ । ବାଚସ୍ପତି ବାରମ୍ବାର ସେମାନଙ୍କୁ ନିଜ ଆସନକୁ ଫେରିବାକୁ ଅନୁରୋଧ କରିଥିଲେ । କିନ୍ତୁ ବିରୋଧୀ ସଦସ୍ୟମାନେ ଏଥିରେ କର୍ଣ୍ଣପାତ କରି ନଥିଲେ । ଫଳରେ ଗୃହର କାର୍ଯ୍ୟ ଦୁଇଥର ମୁଲତବୀ ରଖାଯାଇଥିଲା । xyxy=(190,240,556,301)
col1b-headline: ଖଣି ଦୁର୍ନୀତିରେ ସମ୍ପୃକ୍ତ ବ୍ୟକ୍ତି ସିପିସି xyxy=(6,1158,166,1202)
ifb-col: Name of the work xyxy=(605,1005,750,1038)
ifb-col: Cost of document xyxy=(938,1005,997,1038)
omc-signature: ଜେନେରାଲ ମ୍ୟାନେଜର (ପି ଆଣ୍ଡ ଏ) ଓଡ଼ିଶା ଖଣିନିଗମ ଭୁବନେଶ୍ୱର - ୭୫୧୦୦୧ xyxy=(325,1694,503,1744)
optcl-sub: ( A Government of Odisha Undertaking) xyxy=(1192,1336,1350,1346)
col2-para: ବିଜେଡି ସଦସ୍ୟମାନେ କହିଥିଲେ ଯେ, କେନ୍ଦ୍ରର ୟୁପିଏ ସରକାର ସମୟରେ କୋଇଲା ବ୍ଲକ ଆବଣ୍ଟନ ହୋଇଥିଲା । ତେଣୁ ଏଥିପାଇଁ କଂଗ୍ରେସ ଉତ୍ତର ଦେବା ଉଚିତ । ଏହି ଅଭିଯୋଗ ପ୍ରତ୍ୟାଭିଯୋଗ ମଧ୍ୟରେ ଗୃହ ଉତ୍ତପ୍ତ ରହିଥିଲା । ଶେଷରେ ବାଚସ୍ପତି ଦିନ ସାରା ପାଇଁ ଗୃହକୁ ମୁଲତବୀ ରଖିଥିଲେ । xyxy=(190,380,556,441)
agri-code: 01051/11/0005/1213 xyxy=(10,2208,83,2217)
